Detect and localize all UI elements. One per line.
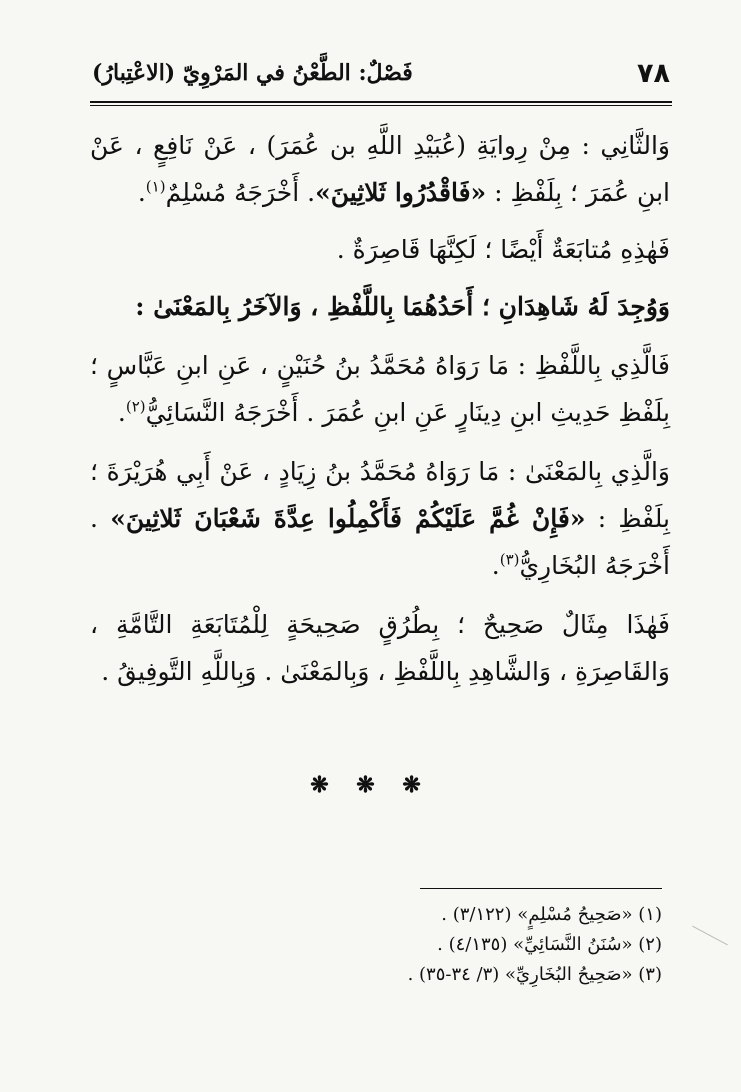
section-separator: ❋ ❋ ❋ bbox=[310, 772, 431, 798]
footnote-ref-2: (٢) bbox=[125, 397, 146, 416]
paragraph-mutabaah: فَهٰذِهِ مُتابَعَةٌ أَيْضًا ؛ لَكِنَّهَا قَاصِرَةٌ . bbox=[336, 235, 670, 264]
footnote-1: (١) «صَحِيحُ مُسْلِمٍ» (٣/١٢٢) . bbox=[441, 904, 662, 925]
paragraph-witness-meaning: وَالَّذِي بِالمَعْنَىٰ : مَا رَوَاهُ مُحَمَّدُ بنُ زِيَادٍ ، عَنْ أَبِي هُرَيْرَةَ ؛ بِلَفْظِ : «فَإِنْ غُمَّ عَلَيْكُمْ فَأَكْمِلُوا عِدَّةَ شَعْبَانَ ثَلاثِينَ» . أَخْرَجَهُ البُخَارِيُّ$^{(٣)}$. bbox=[90, 457, 670, 580]
footnote-rule bbox=[420, 888, 662, 889]
chapter-title: فَصْلٌ: الطَّعْنُ في المَرْوِيّ (الاعْتِبارُ) bbox=[92, 60, 413, 86]
footnote-ref-3: (٣) bbox=[499, 550, 520, 569]
page-number: ٧٨ bbox=[637, 58, 670, 89]
paragraph-conclusion: فَهٰذَا مِثَالٌ صَحِيحٌ ؛ بِطُرُقٍ صَحِيحَةٍ لِلْمُتَابَعَةِ التَّامَّةِ ، وَالقَاصِرَةِ ، وَالشَّاهِدِ بِاللَّفْظِ ، وَبِالمَعْنَىٰ . وَبِاللَّهِ التَّوفِيقُ . bbox=[90, 610, 670, 686]
paragraph-witness-wording: فَالَّذِي بِاللَّفْظِ : مَا رَوَاهُ مُحَمَّدُ بنُ حُنَيْنٍ ، عَنِ ابنِ عَبَّاسٍ ؛ بِلَفْظِ حَدِيثِ ابنِ دِينَارٍ عَنِ ابنِ عُمَرَ . أَخْرَجَهُ النَّسَائِيُّ$^{(٢)}$. bbox=[90, 351, 670, 427]
quoted-hadith-2: «فَإِنْ غُمَّ عَلَيْكُمْ فَأَكْمِلُوا عِدَّةَ شَعْبَانَ ثَلاثِينَ» bbox=[110, 504, 586, 533]
page-header bbox=[92, 58, 670, 98]
footnote-ref-1: (١) bbox=[145, 177, 166, 196]
header-rule bbox=[90, 101, 672, 106]
quoted-hadith: «فَاقْدُرُوا ثَلاثِينَ» bbox=[315, 178, 487, 207]
footnotes bbox=[300, 900, 662, 990]
paragraph-two-witnesses: وَوُجِدَ لَهُ شَاهِدَانِ ؛ أَحَدُهُمَا بِاللَّفْظِ ، وَالآخَرُ بِالمَعْنَىٰ : bbox=[135, 292, 670, 321]
main-text bbox=[90, 122, 670, 695]
footnote-2: (٢) «سُنَنُ النَّسَائِيِّ» (٤/١٣٥) . bbox=[437, 934, 662, 955]
paragraph-second-narration: وَالثَّانِي : مِنْ رِوايَةِ (عُبَيْدِ اللَّهِ بن عُمَرَ) ، عَنْ نَافِعٍ ، عَنْ ابنِ عُمَرَ ؛ بِلَفْظِ : «فَاقْدُرُوا ثَلاثِينَ». أَخْرَجَهُ مُسْلِمٌ$^{(١)}$. bbox=[90, 131, 670, 207]
scan-mark bbox=[692, 926, 728, 946]
footnote-3: (٣) «صَحِيحُ البُخَارِيِّ» (٣/ ٣٤-٣٥) . bbox=[407, 964, 662, 985]
